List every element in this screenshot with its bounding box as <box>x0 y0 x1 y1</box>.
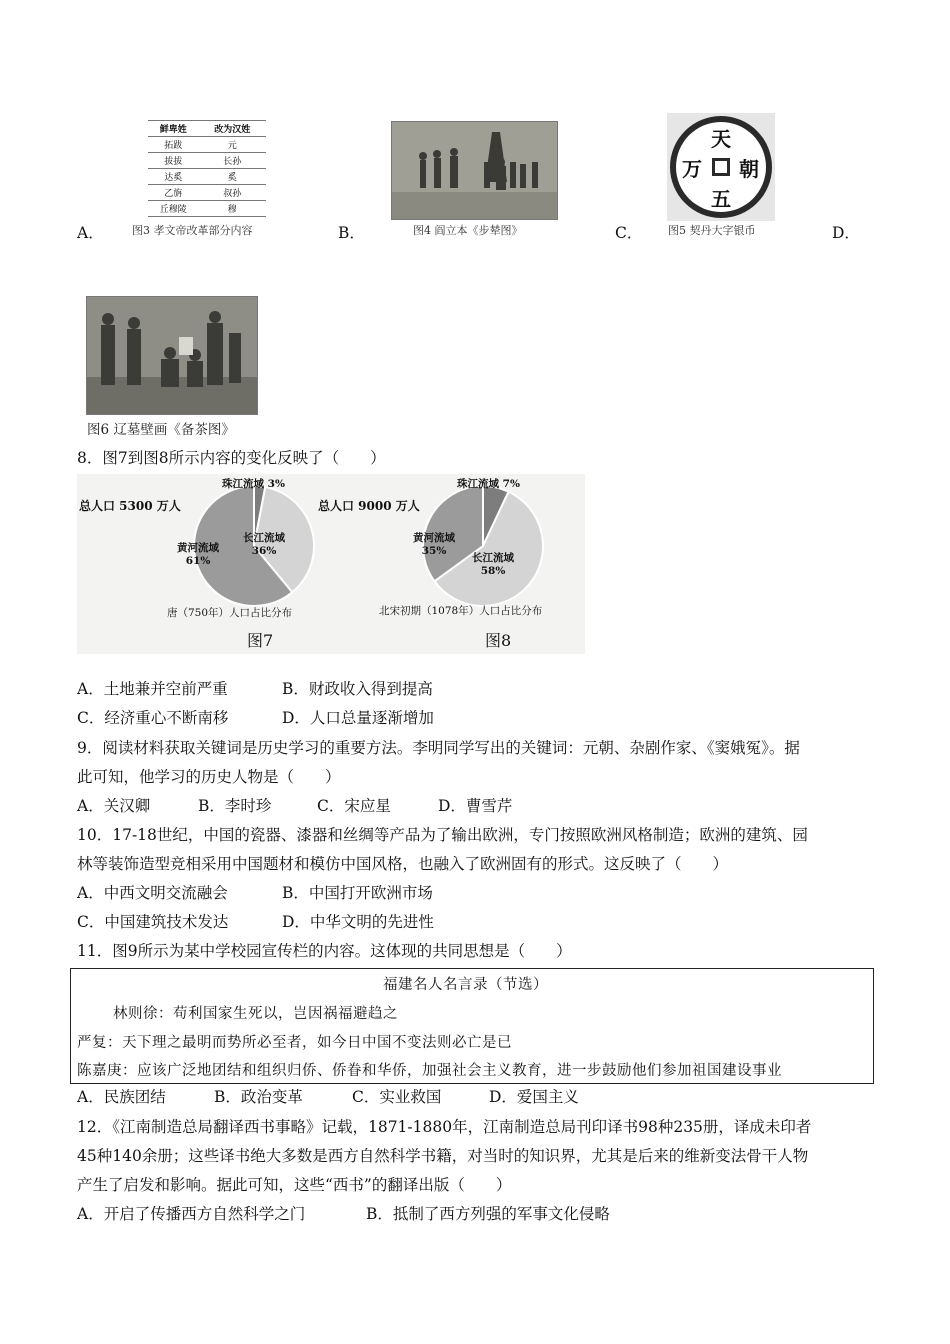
chart8-yellow-name: 黄河流域 <box>413 532 455 544</box>
chart7-pearl-name: 珠江流域 <box>222 478 264 490</box>
fig4-painting-image <box>391 121 558 220</box>
q11-option-d: D．爱国主义 <box>489 1088 579 1106</box>
q11-quote-box <box>70 968 874 1084</box>
chart8-yangtze-name: 长江流域 <box>472 552 514 564</box>
q10-option-b: B．中国打开欧洲市场 <box>282 884 433 902</box>
q9-option-d: D．曹雪芹 <box>438 797 513 815</box>
q10-stem-line2: 林等装饰造型竞相采用中国题材和模仿中国风格，也融入了欧洲固有的形式。这反映了（ ） <box>77 855 729 873</box>
q8-option-d: D．人口总量逐渐增加 <box>282 709 434 727</box>
fig3-table <box>148 120 266 217</box>
q9-stem-line1: 9．阅读材料获取关键词是历史学习的重要方法。李明同学写出的关键词：元朝、杂剧作家、《窦娥冤》。据 <box>77 739 800 757</box>
chart8-title: 北宋初期（1078年）人口占比分布 <box>379 605 543 617</box>
q12-stem-line2: 45种140余册；这些译书绝大多数是西方自然科学书籍，对当时的知识界，尤其是后来的维新变法骨干人物 <box>77 1147 809 1165</box>
q12-stem-line1: 12．《江南制造总局翻译西书事略》记载，1871-1880年，江南制造总局刊印译书98种235册，译成未印者 <box>77 1118 812 1136</box>
chart7-yellow-label <box>177 542 219 568</box>
q11-stem: 11．图9所示为某中学校园宣传栏的内容。这体现的共同思想是（ ） <box>77 942 572 960</box>
chart8-yellow-value: 35% <box>421 545 447 557</box>
q11-option-c: C．实业救国 <box>352 1088 442 1106</box>
chart8-pearl-value: 7% <box>502 478 520 490</box>
coin-char-bottom: 五 <box>711 187 731 211</box>
fig3-cell: 叔孙 <box>199 185 266 201</box>
chart7-yangtze-label <box>243 532 285 558</box>
q8-stem: 8．图7到图8所示内容的变化反映了（ ） <box>77 449 386 467</box>
fig3-header: 改为汉姓 <box>199 121 266 137</box>
fig3-cell: 拓跋 <box>148 137 199 153</box>
coin-char-top: 天 <box>711 127 731 151</box>
q8-option-a: A．土地兼并空前严重 <box>77 680 228 698</box>
fig3-header: 鲜卑姓 <box>148 121 199 137</box>
q11-quote-1: 林则徐：苟利国家生死以，岂因祸福避趋之 <box>113 1006 398 1022</box>
chart8-total-label: 总人口 9000 万人 <box>318 499 420 513</box>
fig3-cell: 乙旃 <box>148 185 199 201</box>
chart7-yellow-value: 61% <box>185 555 211 567</box>
option-c-label: C． <box>615 224 643 242</box>
q12-stem-line3: 产生了启发和影响。据此可知，这些“西书”的翻译出版（ ） <box>77 1176 512 1194</box>
chart7-yangtze-name: 长江流域 <box>243 532 285 544</box>
chart7-pearl-value: 3% <box>267 478 285 490</box>
q11-quote-2: 严复：天下理之最明而势所必至者，如今日中国不变法则必亡是已 <box>77 1035 512 1051</box>
q9-option-a: A．关汉卿 <box>77 797 151 815</box>
fig3-cell: 长孙 <box>199 153 266 169</box>
q10-option-d: D．中华文明的先进性 <box>282 913 434 931</box>
fig3-cell: 达奚 <box>148 169 199 185</box>
q10-option-c: C．中国建筑技术发达 <box>77 913 229 931</box>
chart7-title: 唐（750年）人口占比分布 <box>167 607 293 619</box>
chart8-yangtze-label <box>472 552 514 578</box>
q8-figure-panel <box>77 474 585 654</box>
fig3-cell: 丘穆陵 <box>148 201 199 217</box>
fig6-mural-image <box>86 296 258 415</box>
coin-char-right: 朝 <box>739 157 759 181</box>
fig5-caption: 图5 契丹大字银币 <box>668 224 756 237</box>
chart8-yangtze-value: 58% <box>480 565 506 577</box>
coin-char-left: 万 <box>682 157 702 181</box>
q11-box-title: 福建名人名言录（节选） <box>383 977 548 993</box>
option-b-label: B． <box>338 224 365 242</box>
q9-option-c: C．宋应星 <box>317 797 391 815</box>
q11-option-b: B．政治变革 <box>214 1088 303 1106</box>
fig5-coin-image <box>667 113 775 221</box>
q12-option-b: B．抵制了西方列强的军事文化侵略 <box>366 1205 610 1223</box>
fig3-cell: 拔拔 <box>148 153 199 169</box>
chart7-figure-label: 图7 <box>247 631 274 650</box>
fig3-cell: 奚 <box>199 169 266 185</box>
option-d-label: D． <box>832 224 860 242</box>
chart7-yellow-name: 黄河流域 <box>177 542 219 554</box>
q9-stem-line2: 此可知，他学习的历史人物是（ ） <box>77 768 341 786</box>
chart8-yellow-label <box>413 532 455 558</box>
q8-option-b: B．财政收入得到提高 <box>282 680 433 698</box>
q11-option-a: A．民族团结 <box>77 1088 166 1106</box>
chart7-pearl-label <box>222 478 285 491</box>
chart8-figure-label: 图8 <box>485 631 512 650</box>
option-a-label: A． <box>77 224 104 242</box>
fig3-cell: 元 <box>199 137 266 153</box>
fig4-caption: 图4 阎立本《步辇图》 <box>413 224 523 237</box>
q11-quote-3: 陈嘉庚：应该广泛地团结和组织归侨、侨眷和华侨，加强社会主义教育，进一步鼓励他们参加祖国建设事业 <box>77 1063 782 1079</box>
fig3-caption: 图3 孝文帝改革部分内容 <box>132 224 253 237</box>
q8-option-c: C．经济重心不断南移 <box>77 709 229 727</box>
fig6-caption: 图6 辽墓壁画《备茶图》 <box>87 422 235 438</box>
q10-stem-line1: 10．17-18世纪，中国的瓷器、漆器和丝绸等产品为了输出欧洲，专门按照欧洲风格制造；欧洲的建筑、园 <box>77 826 808 844</box>
chart8-pearl-label <box>457 478 520 491</box>
chart8-pearl-name: 珠江流域 <box>457 478 499 490</box>
fig3-cell: 穆 <box>199 201 266 217</box>
q9-option-b: B．李时珍 <box>198 797 272 815</box>
chart7-total-label: 总人口 5300 万人 <box>79 499 181 513</box>
q12-option-a: A．开启了传播西方自然科学之门 <box>77 1205 306 1223</box>
q10-option-a: A．中西文明交流融会 <box>77 884 228 902</box>
chart7-yangtze-value: 36% <box>251 545 277 557</box>
